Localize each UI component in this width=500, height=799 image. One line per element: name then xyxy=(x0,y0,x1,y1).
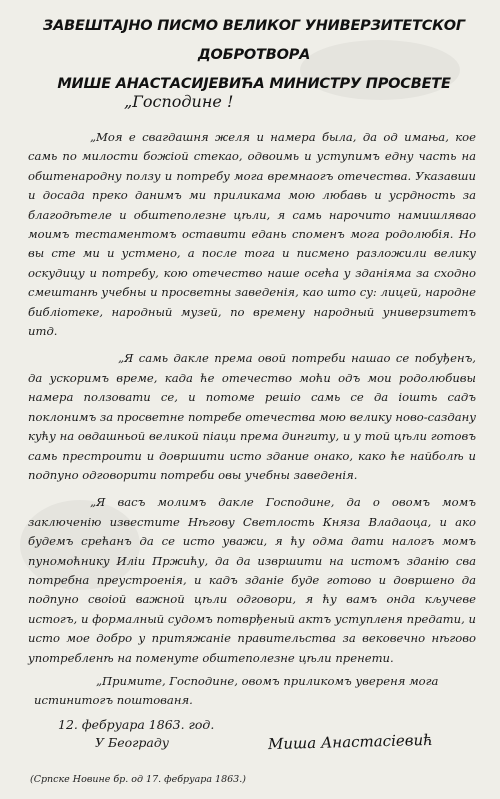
closing-line-2: истинитогъ поштованя. xyxy=(34,693,193,707)
paragraph-3: „Я васъ молимъ дакле Господине, да о овомъ момъ заключенію известите Нѣгову Светлость Княза Владаоца, и ако будемъ срећанъ да се исто уважи, я ћу одма дати налогъ момъ пуномоћнику Иліи Пржићу, да да извршити на истомъ зданію сва потребна преустроенія, и кадъ зданіе буде готово и довршено да подпуно своіой важной цѣли одговори, я ћу вамъ онда кључеве истогъ, и формалный судомъ потврђеный актъ уступленя предати, и исто мое добро у притяжаніе правительства за вековечно нѣгово употребленѣ на поменуте обштеполезне цѣли пренети. xyxy=(28,495,476,665)
source-citation: (Српске Новине бр. од 17. фебруара 1863.) xyxy=(30,774,246,785)
paragraph-1: „Моя е свагдашня желя и намера была, да од имања, кое самь по милости божіой стекао, одвоимь и уступимъ едну часть на обштенародну ползу и потребу мога времнаогъ отечества. Указавши и досада преко данимъ ми приликама мою любавь и усрдность за благодѣтеле и обштеполезне цѣли, я самь нарочито намишлявао моимъ тестаментомъ оставити едань споменъ мога родолюбія. Но вы сте ми и устмено, а после тога и писмено разложили велику оскудицу и потребу, кою отечество наше осећа у зданіяма за сходно смештанѣ учебны и просветны заведенія, као што су: лицей, народне библіотеке, народный музей, по времену народный универзитетъ итд. xyxy=(28,130,476,339)
title-line-2: МИШЕ АНАСТАСИЈЕВИЋА МИНИСТРУ ПРОСВЕТЕ xyxy=(57,76,451,92)
signature: Миша Анастасіевић xyxy=(267,730,434,754)
paragraph-2: „Я самь дакле према овой потреби нашао се побуђенъ, да ускоримъ време, када ће отечество моћи одъ мои родолюбивы намера ползовати се, и потоме решіо самь се да іошть садъ поклонимъ за просветне потребе отечества мою велику ново-саздану кућу на овдашньой великой піаци према дингиту, и у той цѣли готовъ самь престроити и довршити исто здание онако, како ће найболѣ и подпуно одговорити потреби овы учебны заведенія. xyxy=(28,351,476,482)
closing xyxy=(34,672,438,710)
closing-line-1: „Примите, Господине, овомъ приликомъ увереня мога xyxy=(96,674,439,688)
letter-city: У Београду xyxy=(95,735,170,750)
letter-body xyxy=(28,128,476,676)
salutation: „Господине ! xyxy=(124,92,234,111)
title-line-1: ЗАВЕШТАЈНО ПИСМО ВЕЛИКОГ УНИВЕРЗИТЕТСКОГ ДОБРОТВОРА xyxy=(43,18,465,63)
document-title xyxy=(28,12,480,99)
letter-date: 12. фебруара 1863. год. xyxy=(58,717,215,732)
